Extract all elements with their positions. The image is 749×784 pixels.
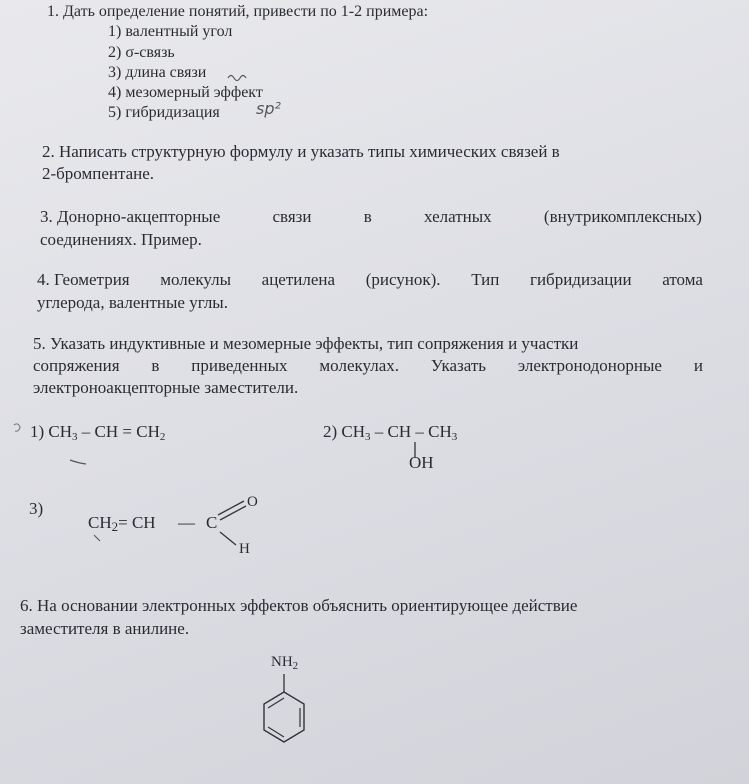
molecule-3-carbon: C [206, 513, 218, 532]
q4-word: (рисунок). [365, 270, 441, 289]
molecule-3-oxygen: O [247, 494, 258, 510]
handwritten-scribble [228, 76, 246, 81]
q3-line-2: соединениях. Пример. [40, 230, 202, 249]
molecule-2-ch3: CH [341, 422, 366, 441]
q5-line-1: 5. Указать индуктивные и мезомерные эффекты, тип сопряжения и участки [33, 334, 579, 353]
q3-word: в [363, 207, 372, 226]
q5-line-3: электроноакцепторные заместители. [33, 378, 299, 397]
q1-item-4: 4) мезомерный эффект [108, 84, 263, 101]
q6-line-2: заместителя в анилине. [20, 619, 190, 638]
aniline-nh: NH [271, 654, 293, 670]
molecule-2-sub-end: 3 [451, 431, 458, 443]
handwritten-margin-mark [14, 424, 20, 431]
molecule-1-ch3: CH [48, 422, 73, 441]
q1-item-3: 3) длина связи [108, 64, 207, 81]
q1-item-1: 1) валентный угол [108, 23, 233, 40]
q5-word: электронодонорные [517, 356, 662, 375]
molecule-1-number: 1) [30, 422, 45, 441]
q5-word: и [693, 356, 703, 375]
q4-line-2: углерода, валентные углы. [37, 293, 228, 312]
q4-word: гибридизации [529, 270, 632, 289]
q4-word: молекулы [160, 270, 232, 289]
molecule-2-sub: 3 [365, 431, 371, 443]
q5-word: сопряжения [33, 356, 120, 375]
q1-item-2: 2) σ-связь [108, 44, 175, 61]
molecule-3-co-bond-2 [220, 506, 246, 520]
molecule-3-number: 3) [29, 499, 44, 518]
q4-word: атома [662, 270, 703, 289]
q3-word: 3. Донорно-акцепторные [40, 207, 221, 226]
molecule-3-co-bond-1 [218, 501, 244, 515]
molecule-3-sub: 2 [111, 519, 119, 534]
q4-word: ацетилена [261, 270, 336, 289]
q4-word: 4. Геометрия [37, 270, 130, 289]
q3-word: (внутрикомплексных) [543, 207, 702, 226]
q2-line-1: 2. Написать структурную формулу и указать типы химических связей в [42, 142, 560, 161]
handwritten-tick-mark [94, 535, 100, 541]
molecule-3-hydrogen: H [239, 541, 250, 557]
benzene-double-bond-3 [268, 727, 284, 737]
molecule-2-chain: – CH – CH [370, 422, 452, 441]
molecule-3-dash: — [178, 513, 195, 532]
q2-line-2: 2-бромпентане. [42, 164, 155, 183]
q4-word: Тип [471, 270, 500, 289]
molecule-1-sub: 3 [72, 431, 78, 443]
molecule-1-sub-end: 2 [159, 431, 166, 443]
q1-title: 1. Дать определение понятий, привести по 1-2 примера: [47, 3, 429, 20]
q3-word: хелатных [424, 207, 492, 226]
molecule-3-ch-bond [220, 532, 236, 545]
q5-word: Указать [430, 356, 486, 375]
handwritten-dash-mark [70, 460, 86, 464]
q5-word: в [151, 356, 160, 375]
aniline-sub: 2 [292, 660, 299, 672]
benzene-ring [264, 692, 304, 742]
q5-word: молекулах. [319, 356, 400, 375]
q5-word: приведенных [191, 356, 288, 375]
molecule-1-chain: – CH = CH [77, 422, 160, 441]
q6-line-1: 6. На основании электронных эффектов объяснить ориентирующее действие [20, 596, 578, 615]
molecule-2-oh: OH [409, 453, 434, 472]
handwritten-note-sp2: sp² [256, 99, 281, 118]
q3-word: связи [272, 207, 312, 226]
molecule-3-ch2: CH [88, 513, 112, 532]
molecule-2-number: 2) [323, 422, 338, 441]
molecule-3-eq-ch: = CH [118, 513, 156, 532]
q1-item-5: 5) гибридизация [108, 104, 220, 121]
